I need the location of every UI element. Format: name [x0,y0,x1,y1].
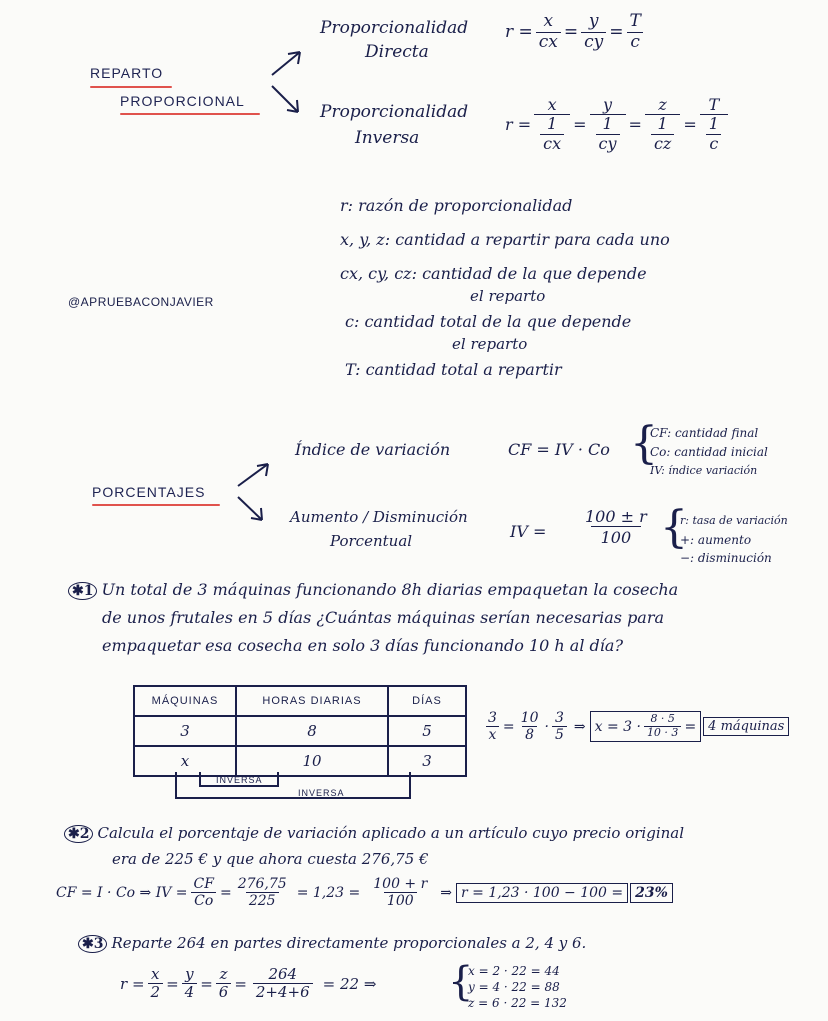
legend-cf: CF: cantidad final [650,426,759,440]
problem1-number: ✱1 [68,582,97,600]
problem1-line1: ✱1 Un total de 3 máquinas funcionando 8h diarias empaquetan la cosecha [68,580,678,600]
problem3-line1: ✱3 Reparte 264 en partes directamente proporcionales a 2, 4 y 6. [78,934,586,953]
inversa-frac-x: $\frac{x}{\frac{1}{cx}}$ [534,96,570,153]
inversa-frac-z: $\frac{z}{\frac{1}{cz}}$ [645,96,680,153]
inversa-formula: r = $\frac{x}{\frac{1}{cx}}$ = $\frac{y}{\frac{1}{cy}}$ = $\frac{z}{\frac{1}{cz}}$ = $\frac{T}{\frac{1}{c}}$ [505,96,731,153]
problem2-solution: CF = I · Co ⇒ IV = $\frac{CF}{Co}$ = $\frac{276,75}{225}$ = 1,23 = $\frac{100 + r}{100}$ ⇒ r = 1,23 · 100 − 100 = 23% [56,876,673,909]
aumento-title-2: Porcentual [330,532,413,550]
inversa-frac-t: $\frac{T}{\frac{1}{c}}$ [700,96,728,153]
legend-minus: −: disminución [680,551,772,565]
problem2-answer: 23% [630,883,673,903]
indice-brace: { [630,418,658,469]
handle-text: @APRUEBACONJAVIER [68,295,214,309]
problem3-solution: r = $\frac{x}{2}$ = $\frac{y}{4}$ = $\frac{z}{6}$ = $\frac{264}{2+4+6}$ = 22 ⇒ [120,965,377,1002]
def-cxyz-2: el reparto [470,287,546,305]
header-dias: DÍAS [388,686,466,716]
reparto-underline [90,86,172,88]
legend-r: r: tasa de variación [680,514,788,527]
indice-formula: CF = IV · Co [508,440,610,459]
problem1-answer: 4 máquinas [703,717,789,736]
inversa-title-1: Proporcionalidad [320,102,469,122]
legend-co: Co: cantidad inicial [650,445,768,459]
header-horas: HORAS DIARIAS [236,686,388,716]
problem2-number: ✱2 [64,825,93,843]
directa-frac-x: $\frac{x}{cx}$ [536,12,561,52]
directa-title-1: Proporcionalidad [320,18,469,38]
legend-iv: IV: índice variación [650,464,758,477]
problem3-answer-z: z = 6 · 22 = 132 [468,996,567,1010]
def-c-2: el reparto [452,335,528,353]
iv-fraction: $\frac{100 \pm r}{100}$ [585,507,647,548]
reparto-label: REPARTO [90,65,164,81]
indice-title: Índice de variación [295,440,451,459]
problem1-line2: de unos frutales en 5 días ¿Cuántas máquinas serían necesarias para [102,608,665,627]
table-header-row [134,686,466,716]
table-row: x 10 3 [134,746,466,776]
directa-frac-y: $\frac{y}{cy}$ [581,12,606,52]
inversa-frac-y: $\frac{y}{\frac{1}{cy}}$ [590,96,626,153]
problem1-line3: empaquetar esa cosecha en solo 3 días funcionando 10 h al día? [102,636,624,655]
problem3-number: ✱3 [78,935,107,953]
def-t: T: cantidad total a repartir [345,360,562,379]
directa-frac-t: $\frac{T}{c}$ [627,12,644,52]
proporcional-label: PROPORCIONAL [120,93,245,109]
legend-plus: +: aumento [680,533,752,547]
def-r: r: razón de proporcionalidad [340,196,573,215]
proporcional-underline [120,113,260,115]
def-xyz: x, y, z: cantidad a repartir para cada uno [340,230,670,249]
problem3-answer-x: x = 2 · 22 = 44 [468,964,560,978]
porcentajes-underline [92,504,220,506]
iv-label: IV = [510,522,547,541]
header-maquinas: MÁQUINAS [134,686,236,716]
problem3-answer-y: y = 4 · 22 = 88 [468,980,560,994]
inversa-title-2: Inversa [355,128,420,148]
inversa-label-2: INVERSA [298,788,345,798]
inversa-label-1: INVERSA [216,775,263,785]
def-cxyz: cx, cy, cz: cantidad de la que depende [340,264,647,283]
problem3-brace: { [448,959,474,1005]
problem1-table [133,685,467,777]
problem2-line2: era de 225 € y que ahora cuesta 276,75 € [112,850,429,868]
aumento-title-1: Aumento / Disminución [290,508,468,526]
table-row: 3 8 5 [134,716,466,746]
directa-r: r = [505,22,533,43]
porcentajes-label: PORCENTAJES [92,484,206,500]
aumento-brace: { [660,502,688,553]
def-c: c: cantidad total de la que depende [345,312,632,331]
problem2-line1: ✱2 Calcula el porcentaje de variación aplicado a un artículo cuyo precio original [64,824,684,843]
directa-title-2: Directa [365,42,429,62]
problem1-solution: $\frac{3}{x}$ = $\frac{10}{8}$ · $\frac{3}{5}$ ⇒ x = 3 · $\frac{8 \cdot 5}{10 \cdot 3}$ = 4 máquinas [482,710,789,743]
directa-formula: r = $\frac{x}{cx}$ = $\frac{y}{cy}$ = $\frac{T}{c}$ [505,12,647,52]
